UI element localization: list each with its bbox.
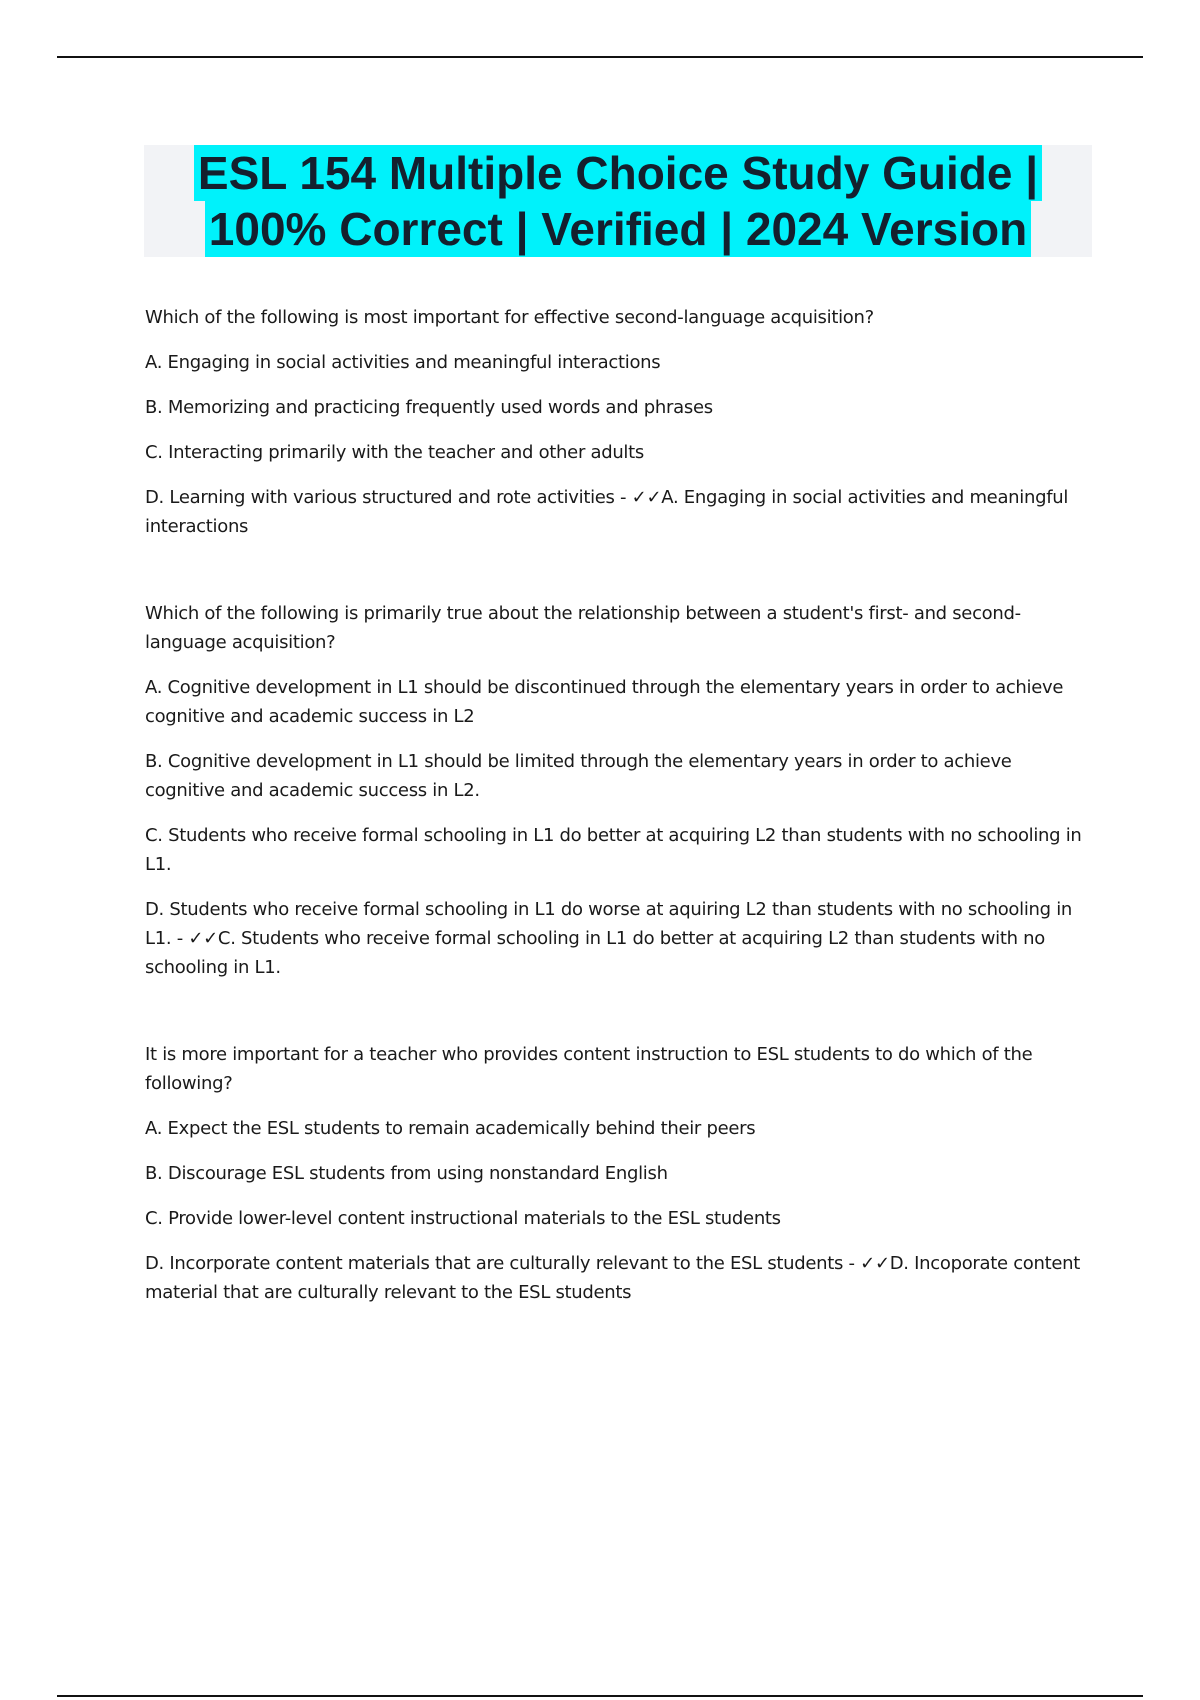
question-text: Which of the following is primarily true about the relationship between a student's first- and second-language acquisition? [145,603,1021,653]
double-check-icon: ✓✓ [188,928,218,949]
title-line-2: 100% Correct | Verified | 2024 Version [205,201,1031,257]
answer-option-with-key [145,1249,1090,1307]
answer-option: B. Memorizing and practicing frequently used words and phrases [145,397,713,418]
question-text: It is more important for a teacher who provides content instruction to ESL students to do which of the following? [145,1044,1033,1094]
correct-answer: D. Incoporate content material that are culturally relevant to the ESL students [145,1253,1081,1303]
answer-option-text: D. Incorporate content materials that are culturally relevant to the ESL students - [145,1253,855,1274]
answer-option: C. Interacting primarily with the teacher and other adults [145,442,644,463]
question-block [145,303,1090,541]
correct-answer: A. Engaging in social activities and meaningful interactions [145,487,1069,537]
footer-rule [57,1695,1143,1697]
header-rule [57,56,1143,58]
question-list [145,303,1090,1307]
answer-option-text: D. Students who receive formal schooling in L1 do worse at aquiring L2 than students with no schooling in L1. - [145,899,1073,949]
answer-option: B. Discourage ESL students from using nonstandard English [145,1163,668,1184]
answer-option: C. Provide lower-level content instructional materials to the ESL students [145,1208,781,1229]
double-check-icon: ✓✓ [860,1253,890,1274]
answer-option: B. Cognitive development in L1 should be limited through the elementary years in order to achieve cognitive and academic success in L2. [145,751,1012,801]
title-line-1: ESL 154 Multiple Choice Study Guide | [194,145,1042,201]
answer-option-with-key [145,895,1090,982]
double-check-icon: ✓✓ [631,487,662,508]
answer-option: A. Cognitive development in L1 should be discontinued through the elementary years in order to achieve cognitive and academic success in L2 [145,677,1064,727]
answer-option: A. Expect the ESL students to remain academically behind their peers [145,1118,756,1139]
answer-option-with-key [145,483,1090,541]
question-text: Which of the following is most important for effective second-language acquisition? [145,307,874,328]
question-block [145,599,1090,982]
answer-option: A. Engaging in social activities and meaningful interactions [145,352,661,373]
question-block [145,1040,1090,1307]
document-title [144,145,1092,257]
answer-option-text: D. Learning with various structured and rote activities - [145,487,627,508]
correct-answer: C. Students who receive formal schooling in L1 do better at acquiring L2 than students with no schooling in L1. [145,928,1045,978]
answer-option: C. Students who receive formal schooling in L1 do better at acquiring L2 than students with no schooling in L1. [145,825,1082,875]
